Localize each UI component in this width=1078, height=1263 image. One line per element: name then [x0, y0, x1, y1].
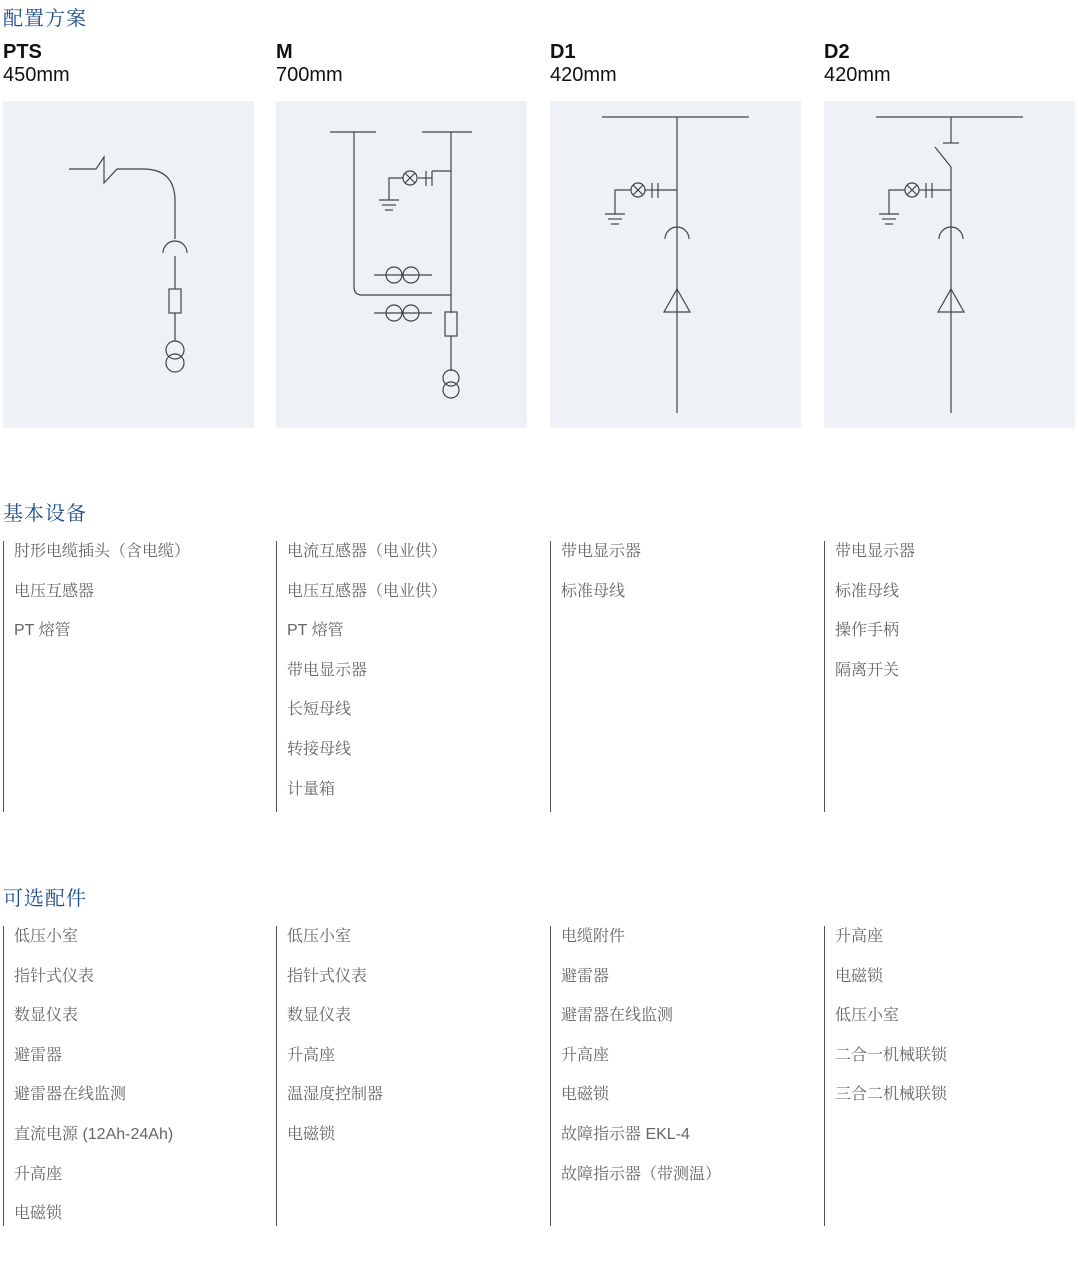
pts-single-line-diagram [3, 101, 254, 428]
optional-list-d2 [824, 926, 947, 1226]
list-item: 带电显示器 [835, 543, 916, 560]
diagram-d1 [550, 101, 801, 428]
list-item: 升高座 [14, 1165, 63, 1183]
list-item: 三合二机械联锁 [835, 1086, 948, 1104]
list-item: 低压小室 [835, 1007, 900, 1025]
config-width: 420mm [550, 64, 617, 86]
list-item: 电磁锁 [14, 1205, 63, 1223]
list-item: 数显仪表 [287, 1007, 352, 1025]
list-item: 带电显示器 [561, 543, 642, 560]
list-item: 指针式仪表 [14, 967, 95, 985]
list-item: 转接母线 [287, 740, 352, 758]
section-title-basic: 基本设备 [3, 503, 87, 525]
config-code: D1 [550, 41, 576, 63]
list-item: 电磁锁 [561, 1086, 610, 1104]
list-item: 低压小室 [14, 928, 79, 945]
list-item: 升高座 [287, 1046, 336, 1064]
diagram-m [276, 101, 527, 428]
config-code: M [276, 41, 293, 63]
list-item: 升高座 [835, 928, 884, 945]
section-title-optional: 可选配件 [3, 888, 87, 910]
list-item: 电磁锁 [287, 1125, 336, 1143]
list-item: 带电显示器 [287, 661, 368, 679]
list-item: 电压互感器（电业供） [287, 582, 448, 600]
optional-list-m [276, 926, 383, 1226]
config-code: D2 [824, 41, 850, 63]
list-item: PT 熔管 [14, 622, 71, 640]
list-item: 电流互感器（电业供） [287, 543, 448, 560]
list-item: PT 熔管 [287, 622, 344, 640]
list-item: 指针式仪表 [287, 967, 368, 985]
optional-list-d1 [550, 926, 721, 1226]
config-width: 700mm [276, 64, 343, 86]
list-item: 温湿度控制器 [287, 1086, 384, 1104]
config-header-d1 [550, 41, 617, 87]
basic-list-m [276, 541, 447, 812]
list-item: 计量箱 [287, 780, 336, 798]
config-header-d2 [824, 41, 891, 87]
basic-list-pts [3, 541, 190, 812]
config-header-pts [3, 41, 70, 87]
list-item: 直流电源 (12Ah-24Ah) [14, 1125, 174, 1143]
list-item: 隔离开关 [835, 661, 900, 679]
config-width: 450mm [3, 64, 70, 86]
list-item: 长短母线 [287, 701, 352, 719]
d1-single-line-diagram [550, 101, 801, 428]
m-single-line-diagram [276, 101, 527, 428]
list-item: 升高座 [561, 1046, 610, 1064]
list-item: 肘形电缆插头（含电缆） [14, 543, 191, 560]
list-item: 避雷器 [14, 1046, 63, 1064]
config-code: PTS [3, 41, 42, 63]
list-item: 操作手柄 [835, 622, 900, 640]
d2-single-line-diagram [824, 101, 1075, 428]
list-item: 故障指示器（带测温） [561, 1165, 722, 1183]
list-item: 避雷器 [561, 967, 610, 985]
list-item: 电压互感器 [14, 582, 95, 600]
list-item: 标准母线 [561, 582, 626, 600]
list-item: 低压小室 [287, 928, 352, 945]
list-item: 二合一机械联锁 [835, 1046, 948, 1064]
config-header-m [276, 41, 343, 87]
list-item: 故障指示器 EKL-4 [561, 1125, 690, 1143]
list-item: 数显仪表 [14, 1007, 79, 1025]
diagram-pts [3, 101, 254, 428]
diagram-d2 [824, 101, 1075, 428]
list-item: 标准母线 [835, 582, 900, 600]
basic-list-d2 [824, 541, 915, 812]
list-item: 电缆附件 [561, 928, 626, 945]
basic-list-d1 [550, 541, 641, 812]
config-width: 420mm [824, 64, 891, 86]
list-item: 避雷器在线监测 [14, 1086, 127, 1104]
optional-list-pts [3, 926, 173, 1226]
list-item: 避雷器在线监测 [561, 1007, 674, 1025]
list-item: 电磁锁 [835, 967, 884, 985]
section-title-config: 配置方案 [3, 8, 87, 30]
